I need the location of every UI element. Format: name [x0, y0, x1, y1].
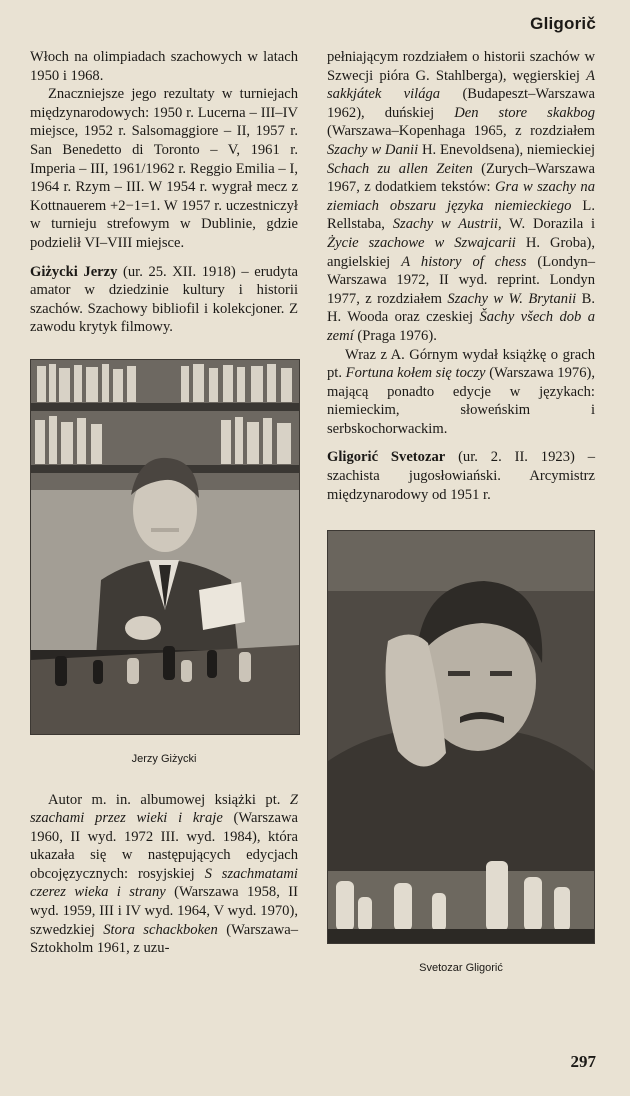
book-title: Życie szachowe w Szwajcarii: [327, 234, 516, 251]
left-paragraph-2: Znaczniejsze jego rezultaty w turniejach międzynarodowych: 1950 r. Lucerna – III–IV miejsce, 1952 r. Salsomaggiore – II, 1957 r. San Benedetto di Toronto – V, 1961 r. Imperia – III, 1961/1962 r. Reggio Emilia – I, 1964 r. Rzym – III. W 1954 r. wygrał mecz z Kottnauerem +2−1=1. W 1957 r. uczestniczył w turnieju strefowym w Dublinie, gdzie podzielił VI–VIII miejsce.: [30, 86, 298, 251]
text-run: (Budapeszt–Warszawa 1962), duńskiej: [327, 86, 595, 121]
text-run: (Zurych–Warszawa 1967, z dodatkiem tekstów:: [327, 160, 595, 196]
book-title: Šachy všech dob a zemí: [327, 309, 595, 344]
entry-headword: Giżycki Jerzy: [30, 263, 118, 280]
book-title: Szachy w Danii: [327, 141, 419, 158]
text-run: Autor m. in. albumowej książki pt.: [48, 791, 290, 808]
text-run: H. Groba), angielskiej: [327, 234, 595, 270]
book-title: Gra w szachy na ziemiach obszaru języka niemieckiego: [327, 179, 595, 214]
text-run: (Warszawa–Sztokholm 1961, z uzu-: [30, 921, 299, 957]
book-title: Schach zu allen Zeiten: [327, 160, 473, 177]
text-run: Wraz z A. Górnym wydał książkę o grach pt.: [327, 346, 595, 382]
text-run: pełniającym rozdziałem o historii szachów w Szwecji pióra G. Stahlberga), węgierskiej: [327, 49, 595, 84]
running-head: Gligorič: [530, 14, 596, 33]
text-run: (Londyn–Warszawa 1972, II wyd. reprint. Londyn 1977, z rozdziałem: [327, 253, 595, 307]
book-title: Szachy w W. Brytanii: [447, 290, 577, 307]
right-paragraph-2: [327, 346, 595, 439]
left-column: [30, 48, 298, 958]
text-run: , W. Dorazila i: [497, 216, 595, 233]
entry-gligoric: [327, 448, 595, 504]
left-paragraph-3: [30, 791, 298, 958]
book-title: A sakkjátek világa: [327, 67, 595, 103]
text-run: (Warszawa 1960, II wyd. 1972 III. wyd. 1984), która ukazała się w następujących edycjach obcojęzycznych: rosyjskiej: [30, 810, 298, 882]
text-run: H. Enevoldsena), niemieckiej: [418, 141, 595, 158]
entry-text: (ur. 25. XII. 1918) – erudyta amator w dziedzinie kultury i historii szachów. Szachowy bibliofil i kolekcjoner. Z zawodu krytyk filmowy.: [30, 263, 298, 336]
text-run: B. H. Wooda oraz czeskiej: [327, 290, 596, 326]
photo-svetozar-gligoric: [327, 530, 595, 944]
text-run: L. Rellstaba,: [327, 197, 595, 233]
entry-headword: Gligorić Svetozar: [327, 449, 446, 466]
photo-jerzy-gizycki: [30, 359, 300, 735]
book-title: Fortuna kołem się toczy: [345, 365, 486, 382]
photo-gizycki-image: [31, 360, 299, 734]
right-column: [327, 48, 595, 1000]
text-run: (Warszawa 1958, II wyd. 1959, III i IV wyd. 1964, V wyd. 1970), szwedzkiej: [30, 884, 298, 938]
left-paragraph-1: Włoch na olimpiadach szachowych w latach 1950 i 1968.: [30, 49, 298, 84]
book-title: Stora schackboken: [103, 921, 218, 938]
photo-caption-gizycki: Jerzy Giżycki: [131, 752, 197, 765]
page-number: 297: [570, 1052, 596, 1071]
text-run: (Praga 1976).: [353, 327, 437, 344]
book-title: Szachy w Austrii: [392, 216, 498, 233]
book-title: S szachmatami czerez wieka i strany: [30, 865, 298, 901]
entry-text: (ur. 2. II. 1923) – szachista jugosłowiański. Arcymistrz międzynarodowy od 1951 r.: [327, 449, 595, 503]
text-run: (Warszawa–Kopenhaga 1965, z rozdziałem: [327, 123, 595, 140]
book-title: Z szachami przez wieki i kraje: [30, 791, 298, 827]
text-run: (Warszawa 1976), mającą ponadto edycje w językach: niemieckim, słoweńskim i serbskochorwackim.: [327, 365, 595, 437]
book-title: A history of chess: [401, 253, 527, 270]
book-title: Den store skakbog: [454, 104, 595, 121]
photo-caption-gligoric: Svetozar Gligorić: [419, 962, 503, 975]
entry-gizycki: [30, 263, 298, 337]
photo-gligoric-image: [328, 531, 594, 943]
right-paragraph-1: [327, 48, 595, 346]
